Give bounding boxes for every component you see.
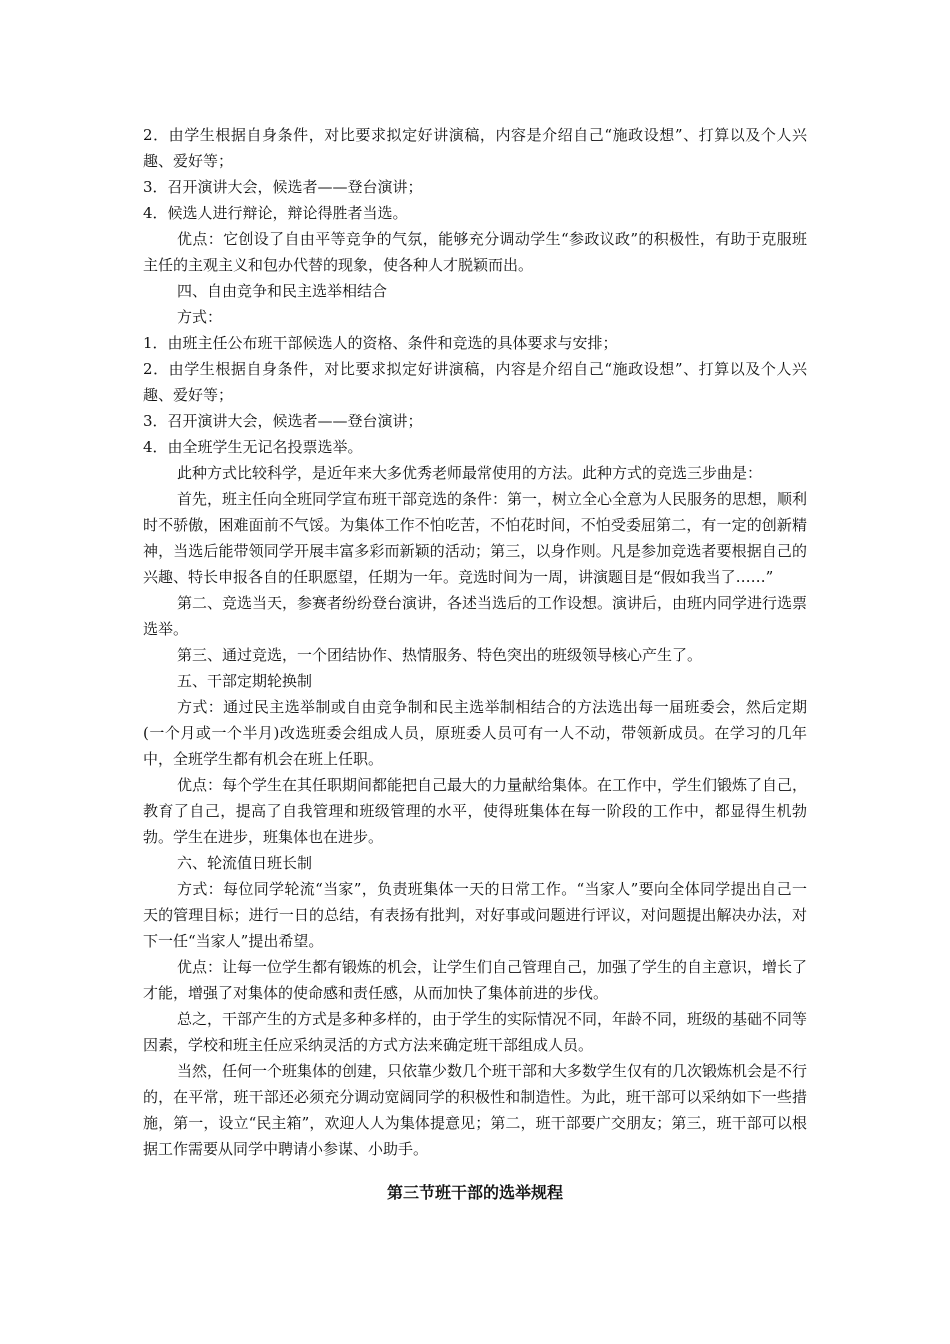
paragraph: 4．由全班学生无记名投票选举。 (143, 438, 363, 456)
paragraph: 当然，任何一个班集体的创建，只依靠少数几个班干部和大多数学生仅有的几次锻炼机会是不行的，在平常，班干部还必须充分调动宽阔同学的积极性和制造性。为此，班干部可以采纳如下一些措施，第一，设立“民主箱”，欢迎人人为集体提意见；第二，班干部要广交朋友；第三，班干部可以根据工作需要从同学中聘请小参谋、小助手。 (143, 1062, 808, 1158)
paragraph: 2．由学生根据自身条件，对比要求拟定好讲演稿，内容是介绍自己“施政设想”、打算以及个人兴趣、爱好等； (143, 360, 807, 404)
paragraph: 2．由学生根据自身条件，对比要求拟定好讲演稿，内容是介绍自己“施政设想”、打算以及个人兴趣、爱好等； (143, 126, 807, 170)
paragraph: 优点：每个学生在其任职期间都能把自己最大的力量献给集体。在工作中，学生们锻炼了自己，教育了自己，提高了自我管理和班级管理的水平，使得班集体在每一阶段的工作中，都显得生机勃勃。学生在进步，班集体也在进步。 (143, 776, 808, 846)
paragraph: 优点：它创设了自由平等竞争的气氛，能够充分调动学生“参政议政”的积极性，有助于克服班主任的主观主义和包办代替的现象，使各种人才脱颖而出。 (143, 230, 807, 274)
paragraph: 4．候选人进行辩论，辩论得胜者当选。 (143, 204, 408, 222)
paragraph: 1．由班主任公布班干部候选人的资格、条件和竞选的具体要求与安排； (143, 334, 618, 352)
paragraph: 方式： (177, 308, 223, 326)
paragraph: 方式：通过民主选举制或自由竞争制和民主选举制相结合的方法选出每一届班委会，然后定期(一个月或一个半月)改选班委会组成人员，原班委人员可有一人不动，带领新成员。在学习的几年中，全班学生都有机会在班上任职。 (143, 698, 807, 768)
paragraph: 优点：让每一位学生都有锻炼的机会，让学生们自己管理自己，加强了学生的自主意识，增长了才能，增强了对集体的使命感和责任感，从而加快了集体前进的步伐。 (143, 958, 808, 1002)
section-subheading: 五、干部定期轮换制 (177, 672, 313, 690)
paragraph: 首先，班主任向全班同学宣布班干部竞选的条件：第一，树立全心全意为人民服务的思想，顺利时不骄傲，困难面前不气馁。为集体工作不怕吃苦，不怕花时间，不怕受委屈第二，有一定的创新精神，当选后能带领同学开展丰富多彩而新颖的活动；第三，以身作则。凡是参加竞选者要根据自己的兴趣、特长申报各自的任职愿望，任期为一年。竞选时间为一周，讲演题目是“假如我当了……” (143, 490, 808, 586)
section-subheading: 四、自由竞争和民主选举相结合 (177, 282, 388, 300)
paragraph: 方式：每位同学轮流“当家”，负责班集体一天的日常工作。“当家人”要向全体同学提出自己一天的管理目标；进行一日的总结，有表扬有批判，对好事或问题进行评议，对问题提出解决办法，对下一任“当家人”提出希望。 (143, 880, 807, 950)
paragraph: 3．召开演讲大会，候选者——登台演讲； (143, 178, 423, 196)
paragraph: 第三、通过竞选，一个团结协作、热情服务、特色突出的班级领导核心产生了。 (177, 646, 703, 664)
section-subheading: 六、轮流值日班长制 (177, 854, 313, 872)
paragraph: 第二、竞选当天，参赛者纷纷登台演讲，各述当选后的工作设想。演讲后，由班内同学进行选票选举。 (143, 594, 808, 638)
paragraph: 3．召开演讲大会，候选者——登台演讲； (143, 412, 423, 430)
section-heading: 第三节班干部的选举规程 (386, 1183, 563, 1202)
paragraph: 总之，干部产生的方式是多种多样的，由于学生的实际情况不同，年龄不同，班级的基础不同等因素，学校和班主任应采纳灵活的方式方法来确定班干部组成人员。 (143, 1010, 808, 1054)
paragraph: 此种方式比较科学，是近年来大多优秀老师最常使用的方法。此种方式的竞选三步曲是： (177, 464, 763, 482)
document-page (143, 122, 807, 1206)
